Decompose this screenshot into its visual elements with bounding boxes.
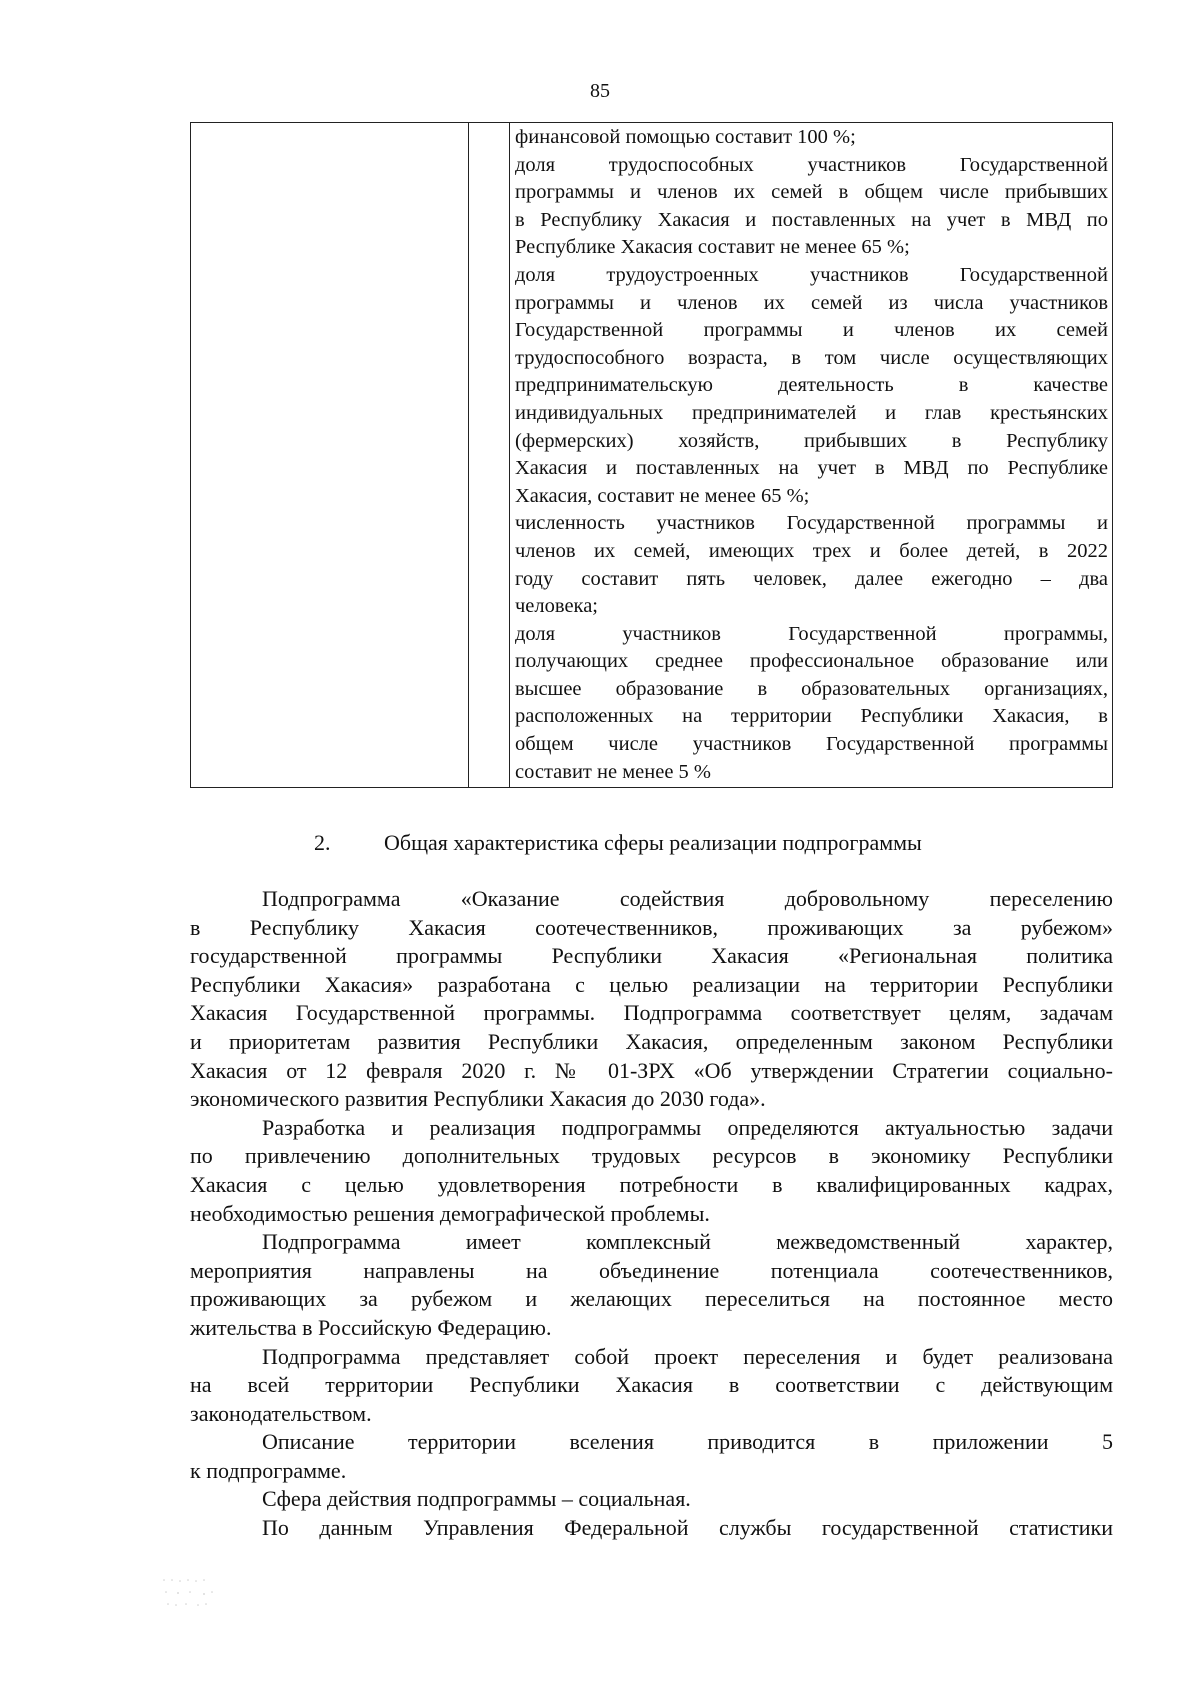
table-cell-empty-middle <box>469 123 510 788</box>
body-text <box>190 885 1113 1543</box>
cell-line: доля трудоспособных участников Государственной <box>515 153 1108 176</box>
cell-line: доля трудоустроенных участников Государственной <box>515 263 1108 286</box>
paragraph-line: жительства в Российскую Федерацию. <box>190 1314 552 1340</box>
paragraph-line: По данным Управления Федеральной службы государственной статистики <box>262 1515 1113 1541</box>
table-row <box>191 123 1113 788</box>
paragraph-line: экономического развития Республики Хакасия до 2030 года». <box>190 1086 766 1112</box>
section-title: Общая характеристика сферы реализации подпрограммы <box>384 830 922 855</box>
cell-line: составит не менее 5 % <box>515 760 712 783</box>
paragraph-line: на всей территории Республики Хакасия в соответствии с действующим <box>190 1372 1113 1398</box>
paragraph-line: Разработка и реализация подпрограммы определяются актуальностью задачи <box>262 1114 1113 1140</box>
paragraph-line: Хакасия с целью удовлетворения потребности в квалифицированных кадрах, <box>190 1171 1113 1197</box>
cell-line: Государственной программы и членов их семей <box>515 319 1108 342</box>
cell-line: (фермерских) хозяйств, прибывших в Республику <box>515 429 1108 452</box>
cell-line: членов их семей, имеющих трех и более детей, в 2022 <box>515 539 1108 562</box>
table-cell-text <box>510 123 1113 788</box>
paragraph-line: законодательством. <box>190 1400 372 1426</box>
paragraph-line: мероприятия направлены на объединение потенциала соотечественников, <box>190 1257 1113 1283</box>
paragraph-line: государственной программы Республики Хакасия «Региональная политика <box>190 943 1113 969</box>
paragraph-line: Хакасия от 12 февраля 2020 г. № 01-ЗРХ «Об утверждении Стратегии социально- <box>190 1057 1113 1083</box>
paragraph-line: Хакасия Государственной программы. Подпрограмма соответствует целям, задачам <box>190 1000 1113 1026</box>
cell-line: году составит пять человек, далее ежегодно – два <box>515 567 1108 590</box>
cell-line: Хакасия, составит не менее 65 %; <box>515 484 810 507</box>
cell-line: индивидуальных предпринимателей и глав крестьянских <box>515 401 1108 424</box>
paragraph-line: в Республику Хакасия соотечественников, проживающих за рубежом» <box>190 914 1113 940</box>
cell-line: общем числе участников Государственной программы <box>515 733 1108 756</box>
cell-line: высшее образование в образовательных организациях, <box>515 677 1108 700</box>
section-number: 2. <box>314 830 331 855</box>
paragraph-line: Республики Хакасия» разработана с целью реализации на территории Республики <box>190 971 1113 997</box>
scan-noise-marks <box>160 1574 230 1624</box>
paragraph-line: проживающих за рубежом и желающих переселиться на постоянное место <box>190 1286 1113 1312</box>
paragraph-line: необходимостью решения демографической проблемы. <box>190 1200 710 1226</box>
paragraph-line: Сфера действия подпрограммы – социальная. <box>262 1486 691 1512</box>
cell-line: расположенных на территории Республики Хакасия, в <box>515 705 1108 728</box>
cell-line: Хакасия и поставленных на учет в МВД по Республике <box>515 457 1108 480</box>
cell-line: в Республику Хакасия и поставленных на учет в МВД по <box>515 208 1108 231</box>
paragraph-line: к подпрограмме. <box>190 1457 347 1483</box>
cell-line: программы и членов их семей в общем числе прибывших <box>515 181 1108 204</box>
paragraph-line: по привлечению дополнительных трудовых ресурсов в экономику Республики <box>190 1143 1113 1169</box>
cell-line: человека; <box>515 595 598 618</box>
paragraph-line: Подпрограмма представляет собой проект переселения и будет реализована <box>262 1343 1113 1369</box>
cell-line: получающих среднее профессиональное образование или <box>515 650 1108 673</box>
cell-line: доля участников Государственной программы, <box>515 622 1108 645</box>
paragraph-line: Подпрограмма имеет комплексный межведомственный характер, <box>262 1229 1113 1255</box>
paragraph-line: Подпрограмма «Оказание содействия добровольному переселению <box>262 886 1113 911</box>
passport-table <box>190 122 1113 788</box>
cell-line: численность участников Государственной программы и <box>515 512 1108 535</box>
cell-line: Республике Хакасия составит не менее 65 %; <box>515 236 910 259</box>
cell-line: программы и членов их семей из числа участников <box>515 291 1108 314</box>
page-number: 85 <box>590 80 610 102</box>
paragraph-line: Описание территории вселения приводится в приложении 5 <box>262 1429 1113 1455</box>
cell-line: финансовой помощью составит 100 %; <box>515 126 856 148</box>
cell-line: трудоспособного возраста, в том числе осуществляющих <box>515 346 1108 369</box>
table-cell-empty-left <box>191 123 469 788</box>
paragraph-line: и приоритетам развития Республики Хакасия, определенным законом Республики <box>190 1028 1113 1054</box>
cell-line: предпринимательскую деятельность в качестве <box>515 374 1108 397</box>
